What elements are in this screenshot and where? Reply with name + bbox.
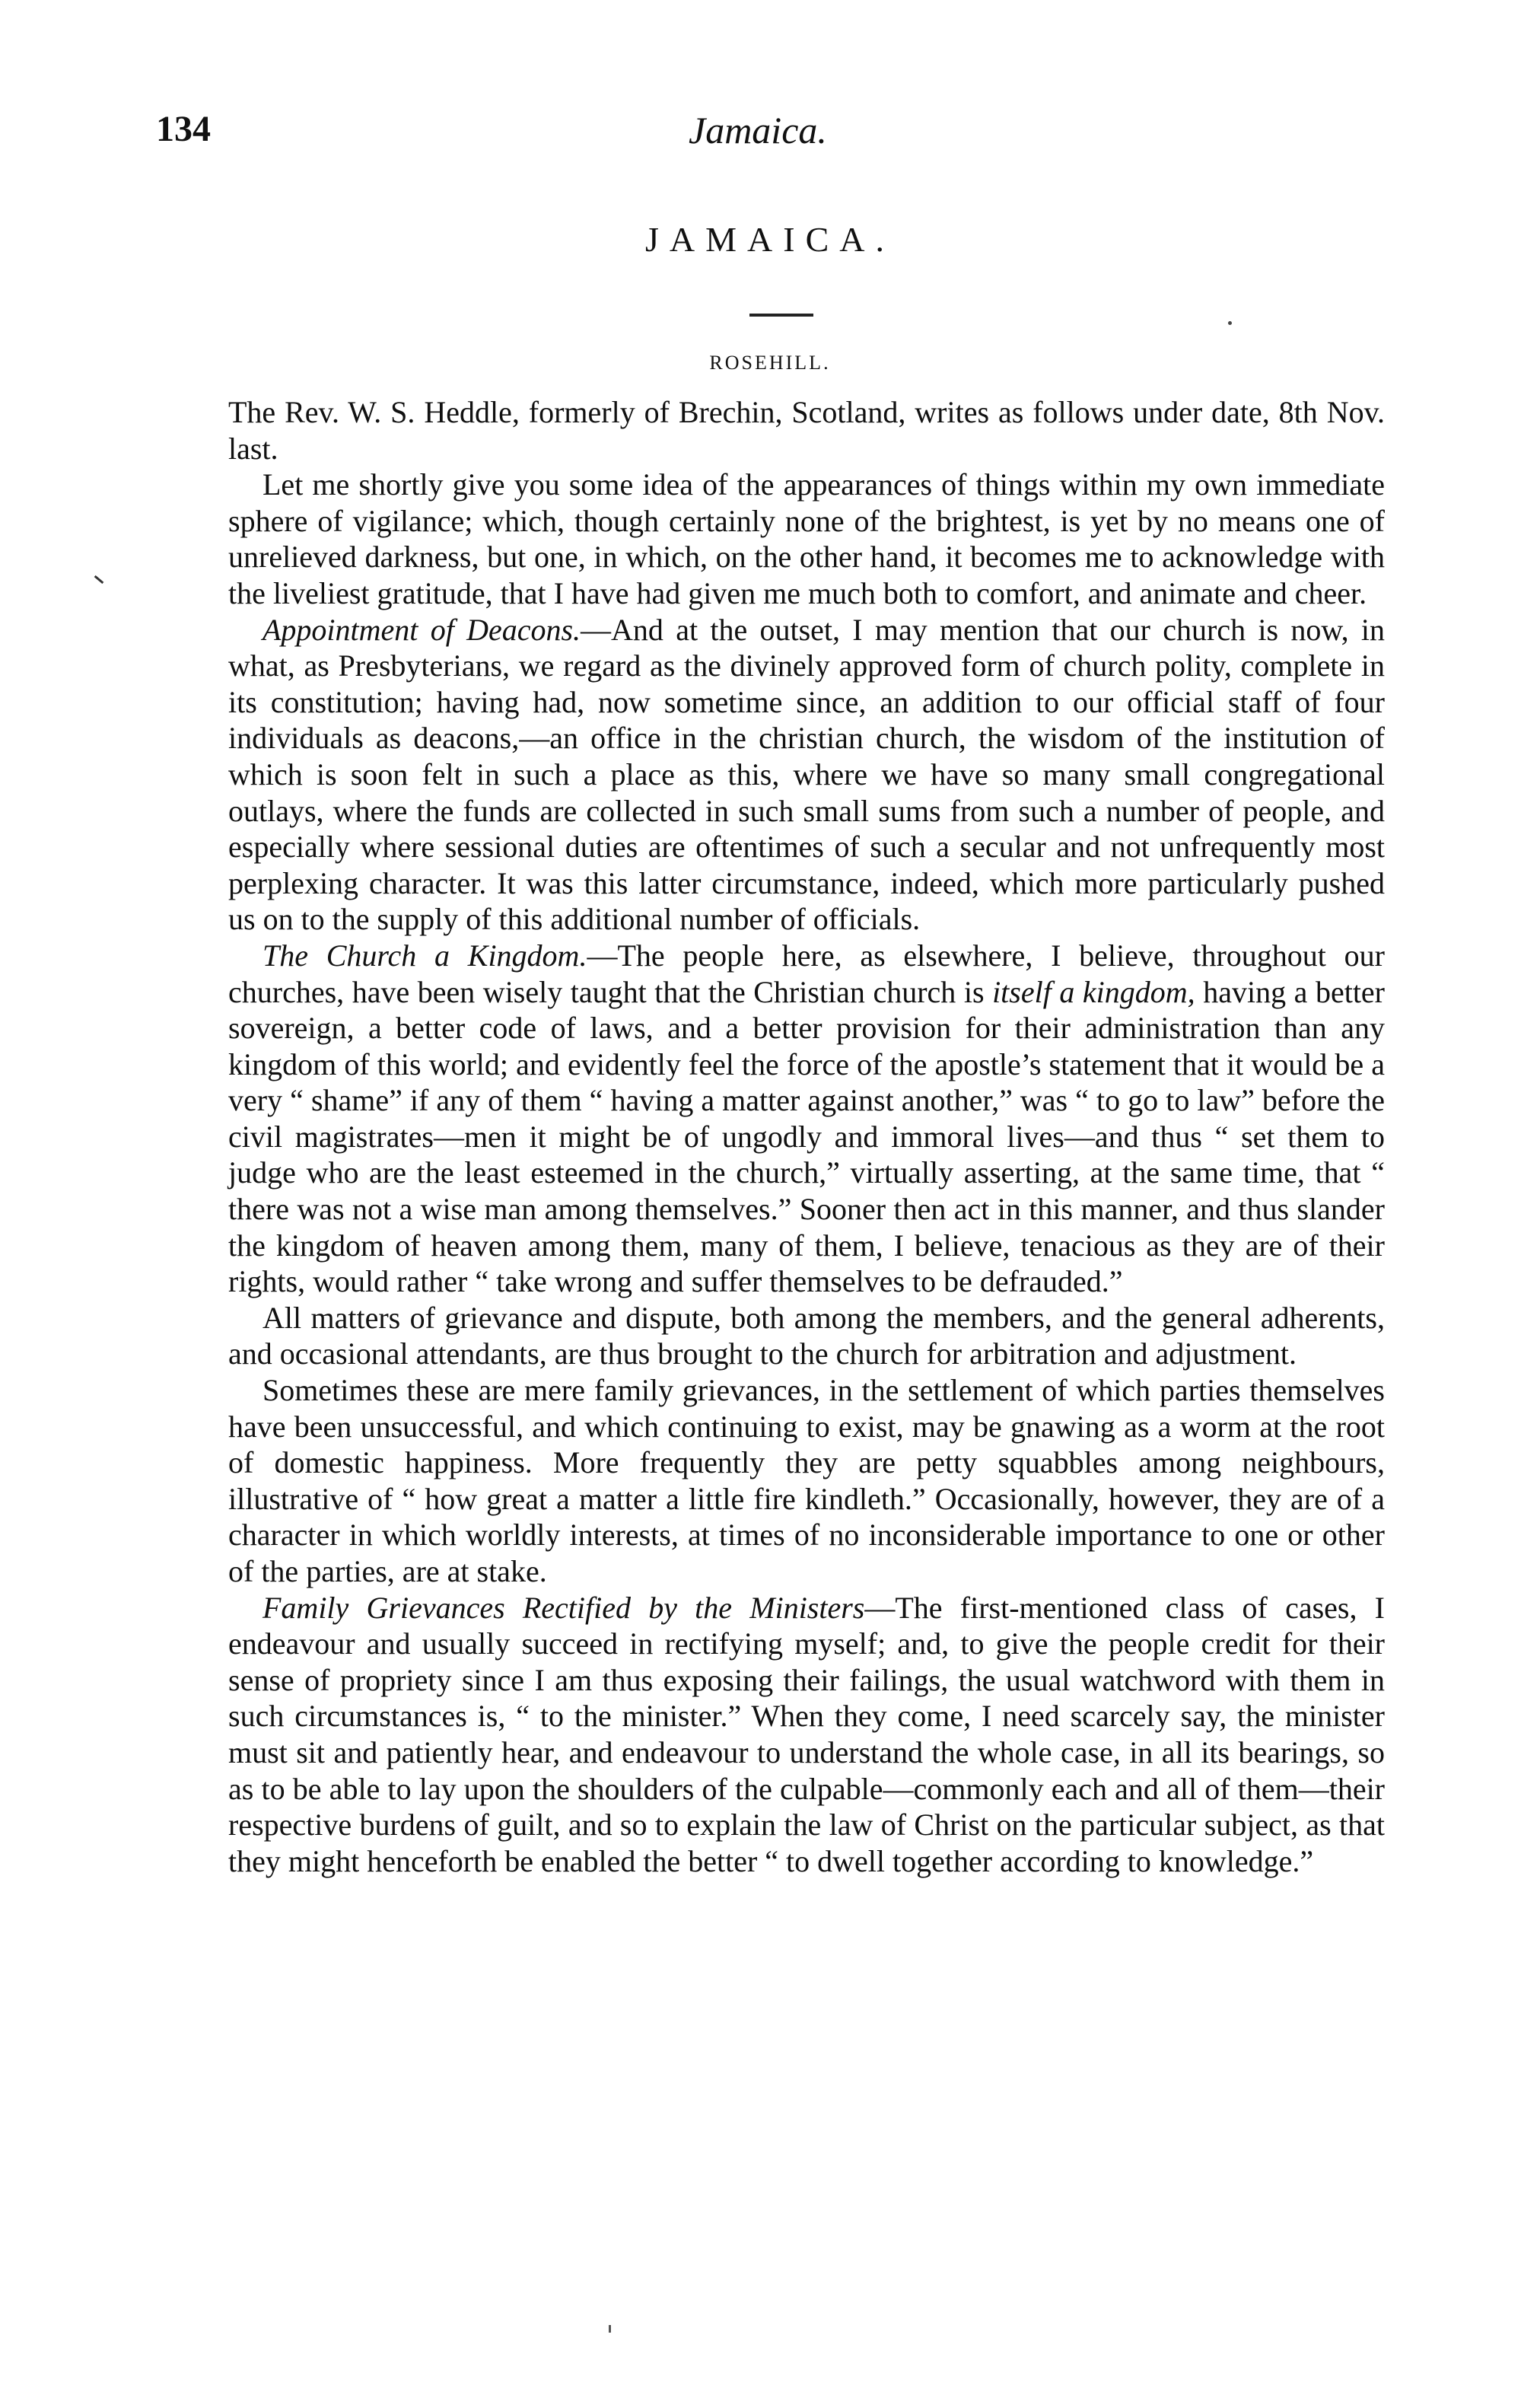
paragraph-kingdom [228, 938, 1385, 1300]
text-ministers: —The first-mentioned class of cases, I endeavour and usually succeed in rectifying myself; and, to give the people credit for their sense of propriety since I am thus exposing their failings, the usual watchword with them in such circumstances is, “ to the minister.” When they come, I need scarcely say, the minister must sit and patiently hear, and endeavour to understand the whole case, in all its bearings, so as to be able to lay upon the shoulders of the culpable—commonly each and all of them—their respective burdens of guilt, and so to explain the law of Christ on the particular subject, as that they might henceforth be enabled the better “ to dwell together according to knowledge.” [228, 1590, 1385, 1878]
paragraph-ministers [228, 1590, 1385, 1880]
running-title: Jamaica. [689, 109, 827, 151]
heading-ministers: Family Grievances Rectified by the Ministers [262, 1590, 865, 1625]
text-deacons: —And at the outset, I may mention that our church is now, in what, as Presbyterians, we regard as the divinely approved form of church polity, complete in its constitution; having had, now sometime since, an addition to our official staff of four individuals as deacons,—an office in the christian church, the wisdom of the institution of which is soon felt in such a place as this, where we have so many small congregational outlays, where the funds are collected in such small sums from such a number of people, and especially where sessional duties are oftentimes of such a secular and not unfrequently most perplexing character. It was this latter circumstance, indeed, which more particularly pushed us on to the supply of this additional number of officials. [228, 612, 1385, 937]
stray-dot [1228, 321, 1232, 325]
paragraph-family: Sometimes these are mere family grievances, in the settlement of which parties themselves have been unsuccessful, and which continuing to exist, may be gnawing as a worm at the root of domestic happiness. More frequently they are petty squabbles among neighbours, illustrative of “ how great a matter a little fire kindleth.” Occasionally, however, they are of a character in which worldly interests, at times of no inconsiderable importance to one or other of the parties, are at stake. [228, 1373, 1385, 1588]
paragraph-grievances: All matters of grievance and dispute, both among the members, and the general adherents, and occasional attendants, are thus brought to the church for arbitration and adjustment. [228, 1300, 1385, 1371]
section-title: JAMAICA. [645, 220, 895, 259]
text-kingdom-a: —The people here, as elsewhere, I believe, throughout our churches, have been wisely taught that the Christian church is [228, 938, 1385, 1009]
text-kingdom-b: having a better sovereign, a better code of laws, and a better provision for their administration than any kingdom of this world; and evidently feel the force of the apostle’s statement that it would be a very “ shame” if any of them “ having a matter against another,” was “ to go to law” before the civil magistrates—men it might be of ungodly and immoral lives—and thus “ set them to judge who are the least esteemed in the church,” virtually asserting, at the same time, that “ there was not a wise man among themselves.” Sooner then act in this manner, and thus slander the kingdom of heaven among them, many of them, I believe, tenacious as they are of their rights, would rather “ take wrong and suffer themselves to be defrauded.” [228, 974, 1386, 1299]
title-rule [749, 314, 813, 317]
page-number: 134 [156, 109, 211, 149]
body-text [228, 394, 1385, 1879]
margin-mark [94, 575, 104, 584]
page-header [156, 108, 1404, 169]
intro-paragraph: The Rev. W. S. Heddle, formerly of Brechin, Scotland, writes as follows under date, 8th Nov. last. [228, 395, 1385, 466]
paragraph-deacons [228, 612, 1385, 938]
heading-deacons: Appointment of Deacons. [262, 612, 581, 647]
heading-kingdom: The Church a Kingdom. [262, 938, 587, 973]
paragraph-appearances: Let me shortly give you some idea of the appearances of things within my own immediate sphere of vigilance; which, though certainly none of the brightest, is yet by no means one of unrelieved darkness, but one, in which, on the other hand, it becomes me to acknowledge with the liveliest gratitude, that I have had given me much both to comfort, and animate and cheer. [228, 467, 1385, 610]
emphasis-kingdom: itself a kingdom, [992, 974, 1195, 1009]
subheading: ROSEHILL. [709, 352, 831, 374]
bottom-mark [609, 2325, 611, 2333]
